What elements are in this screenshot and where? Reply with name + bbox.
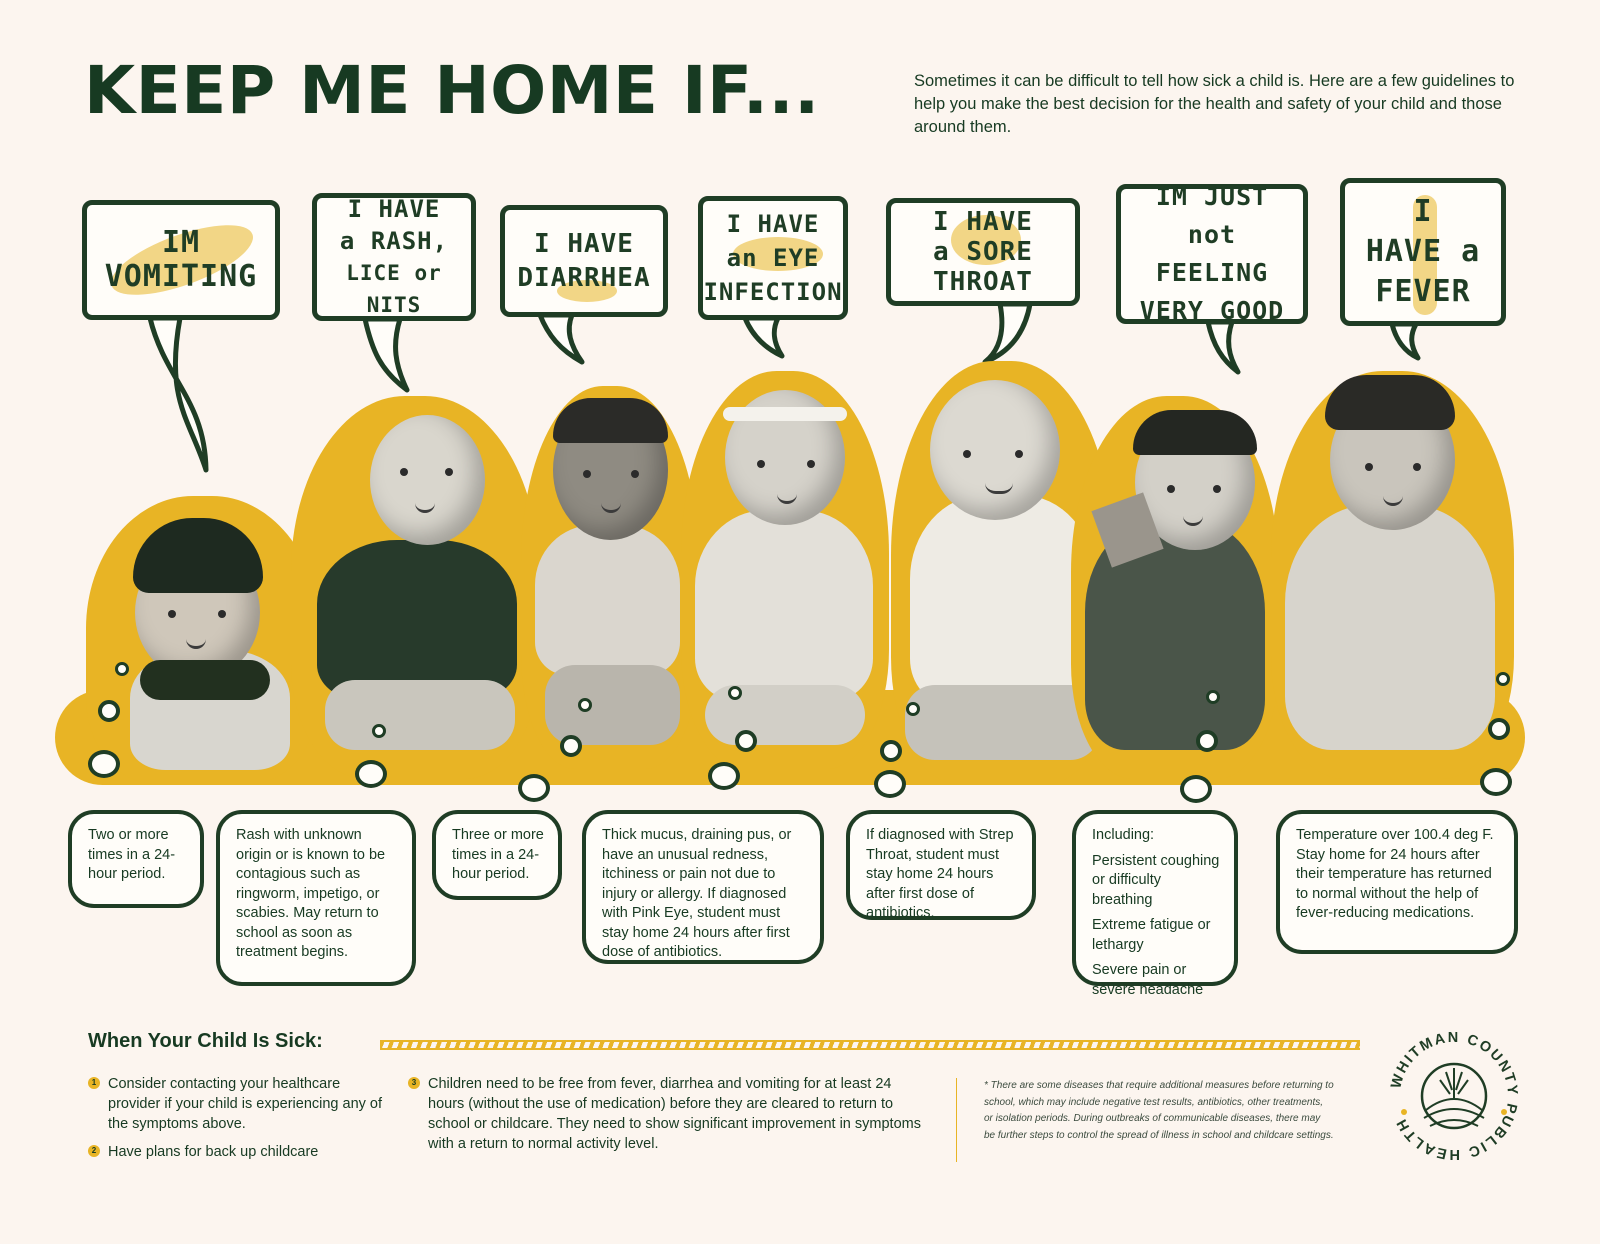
condition-text: Three or more times in a 24-hour period.	[452, 827, 544, 882]
bubble-eye-infection	[698, 196, 848, 320]
bubble-line: INFECTION	[703, 278, 843, 306]
bubble-line: I HAVE	[726, 210, 820, 238]
condition-text: Thick mucus, draining pus, or have an unusual redness, itchiness or pain not due to injury or allergy. If diagnosed with Pink Eye, student must stay home 24 hours after first dose of antibiotics.	[602, 827, 792, 960]
thought-puff	[355, 760, 387, 788]
bubble-diarrhea	[500, 205, 668, 317]
logo-text: WHITMAN COUNTY PUBLIC HEALTH	[1388, 1029, 1521, 1163]
bubble-line: VOMITING	[104, 259, 258, 294]
bubble-line: I HAVE	[933, 207, 1033, 237]
kid-photo-not-feeling-good	[1085, 410, 1265, 765]
bubble-vomiting	[82, 200, 280, 320]
bubble-line: a RASH,	[339, 227, 449, 255]
tip-number: 3	[408, 1077, 420, 1089]
bubble-line: IM JUST	[1155, 182, 1269, 211]
footer-vertical-divider	[956, 1078, 957, 1162]
thought-puff	[1488, 718, 1510, 740]
thought-puff	[880, 740, 902, 762]
bubble-line: DIARRHEA	[517, 263, 651, 293]
tip-item	[88, 1142, 388, 1162]
condition-text: Two or more times in a 24-hour period.	[88, 827, 176, 882]
condition-item: Extreme fatigue or lethargy	[1092, 917, 1211, 953]
condition-intro: Including:	[1092, 827, 1155, 843]
condition-fever	[1276, 810, 1518, 954]
condition-text: Rash with unknown origin or is known to be contagious such as ringworm, impetigo, or scabies. May return to school as soon as treatment begins.	[236, 827, 386, 960]
footnote: * There are some diseases that require additional measures before returning to school, which may include negative test results, antibiotics, other treatments, or isolation periods. During outbreaks of communicable diseases, there may be further steps to control the spread of illness in school and childcare settings.	[984, 1080, 1334, 1141]
bubble-line: I HAVE	[347, 195, 441, 223]
bubble-line: VERY GOOD	[1139, 296, 1285, 325]
thought-puff	[372, 724, 386, 738]
tip-number: 1	[88, 1077, 100, 1089]
tips-column-left	[88, 1074, 388, 1162]
bubble-not-feeling-good	[1116, 184, 1308, 324]
bubble-line: THROAT	[933, 267, 1033, 297]
thought-puff	[708, 762, 740, 790]
kid-photo-diarrhea	[535, 400, 685, 755]
tip-text: Have plans for back up childcare	[108, 1144, 319, 1160]
bubble-line: not FEELING	[1155, 220, 1269, 287]
thought-puff	[518, 774, 550, 802]
condition-not-feeling-good	[1072, 810, 1238, 998]
thought-puff	[578, 698, 592, 712]
thought-puff	[88, 750, 120, 778]
bubble-sore-throat	[886, 198, 1080, 306]
thought-puff	[1496, 672, 1510, 686]
bubble-fever	[1340, 178, 1506, 326]
footer-title: When Your Child Is Sick:	[88, 1030, 323, 1052]
thought-puff	[560, 735, 582, 757]
thought-puff	[98, 700, 120, 722]
condition-item: Severe pain or severe headache	[1092, 962, 1204, 998]
footer-divider	[380, 1040, 1360, 1050]
bubble-rash	[312, 193, 476, 321]
tip-item	[408, 1074, 928, 1154]
whitman-county-logo	[1386, 1028, 1522, 1164]
tip-item	[88, 1074, 388, 1134]
thought-puff	[735, 730, 757, 752]
thought-puff	[1480, 768, 1512, 796]
thought-puff	[1206, 690, 1220, 704]
thought-puff	[1180, 775, 1212, 803]
kid-photo-fever	[1285, 385, 1500, 765]
bubble-line: HAVE a	[1365, 234, 1481, 269]
condition-sore-throat	[846, 810, 1036, 920]
tip-text: Consider contacting your healthcare provider if your child is experiencing any of the symptoms above.	[108, 1076, 383, 1132]
bubble-line: an EYE	[726, 244, 820, 272]
bubble-line: I HAVE	[534, 229, 634, 259]
kid-photo-eye-infection	[695, 385, 875, 755]
kid-photo-rash	[305, 410, 525, 765]
condition-item: Persistent coughing or difficulty breathing	[1092, 852, 1220, 908]
condition-rash	[216, 810, 416, 986]
thought-puff	[874, 770, 906, 798]
bubble-line: IM	[161, 225, 201, 260]
condition-eye-infection	[582, 810, 824, 964]
intro-text: Sometimes it can be difficult to tell how sick a child is. Here are a few guidelines to help you make the best decision for the health and safety of your child and those around them.	[914, 72, 1515, 136]
tips-column-right	[408, 1074, 928, 1154]
condition-text: Temperature over 100.4 deg F. Stay home for 24 hours after their temperature has returned to normal without the help of fever-reducing medications.	[1296, 827, 1494, 921]
bubble-line: I	[1413, 194, 1433, 229]
bubble-line: LICE or NITS	[346, 261, 442, 317]
page-title: KEEP ME HOME IF...	[84, 52, 820, 129]
condition-diarrhea	[432, 810, 562, 900]
bubble-line: a SORE	[933, 237, 1033, 267]
bubble-line: FEVER	[1375, 274, 1471, 309]
condition-vomiting	[68, 810, 204, 908]
thought-puff	[906, 702, 920, 716]
condition-text: If diagnosed with Strep Throat, student must stay home 24 hours after first dose of antibiotics.	[866, 827, 1014, 921]
kid-photo-vomiting	[100, 510, 305, 770]
tip-number: 2	[88, 1145, 100, 1157]
thought-puff	[115, 662, 129, 676]
tip-text: Children need to be free from fever, diarrhea and vomiting for at least 24 hours (without the use of medication) before they are cleared to return to school or childcare. They need to show significant improvement in symptoms with a return to normal activity level.	[428, 1076, 921, 1152]
thought-puff	[1196, 730, 1218, 752]
thought-puff	[728, 686, 742, 700]
